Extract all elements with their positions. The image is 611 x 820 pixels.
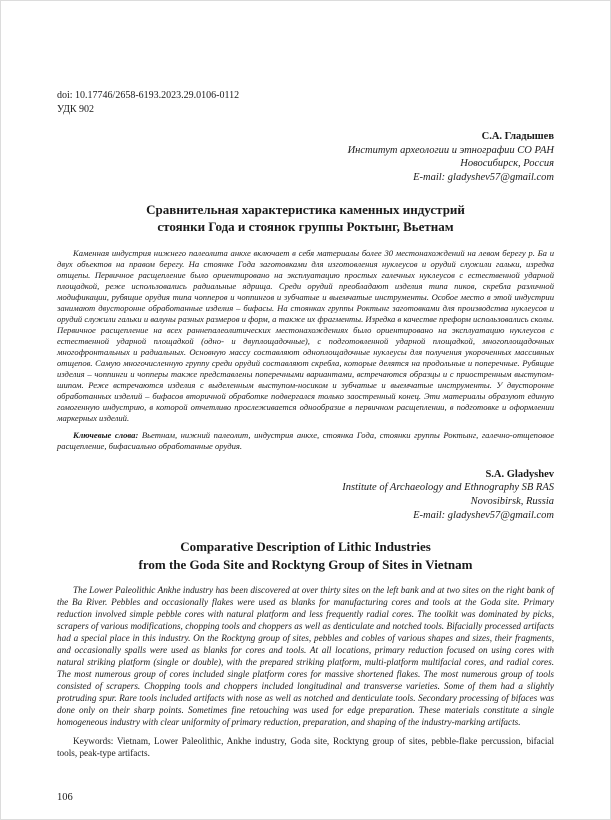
en-keywords-text: Vietnam, Lower Paleolithic, Ankhe industry, Goda site, Rocktyng group of sites, pebble-flake percussion, bifacial tools, peak-type artifacts.	[57, 735, 554, 758]
ru-author-name: С.А. Гладышев	[481, 131, 554, 142]
en-title	[57, 538, 554, 573]
en-city: Novosibirsk, Russia	[470, 495, 554, 507]
ru-keywords-text: Вьетнам, нижний палеолит, индустрия анкхе, стоянка Года, стоянки группы Роктынг, галечно-отщеповое расщепление, бифасиально обработанные орудия.	[57, 429, 555, 451]
ru-city: Новосибирск, Россия	[460, 158, 554, 170]
ru-title-line1: Сравнительная характеристика каменных индустрий	[146, 201, 465, 217]
en-author-block	[57, 468, 554, 523]
en-title-line1: Comparative Description of Lithic Industries	[180, 539, 431, 555]
en-abstract: The Lower Paleolithic Ankhe industry has been discovered at over thirty sites on the left bank and at two sites on the right bank of the Ba River. Pebbles and occasionally flakes were used as blanks for manufacturing cores and tools at the Goda site. Primary reduction involved simple pebble cores with natural platform and less frequently radial cores. The toolkit was dominated by picks, scrapers of various modifications, chopping tools and choppers as well as denticulate and notched tools. Bifacially processed artifacts had a special place in this industry. On the Rocktyng group of sites, pebbles and cobles of various shapes and sizes, their fragments, and occasionally spalls were used as blanks for cores and tools. At all locations, primary reduction focused on using cores with natural striking platform (single or double), with the prepared striking platform, multi-platform multifacial cores, and radial cores. The most numerous group of cores included single platform cores for massive shortened flakes. The most numerous group of tools consisted of scrapers. Chopping tools and choppers included longitudinal and transverse varieties. Some of them had a slightly protruding spur. Rare tools included artifacts with nose as well as notched and denticulate tools. Secondary processing of bifaces was done only on their sharp points. Sometimes fine retouching was used for edge preparation. These materials constitute a single homogeneous industry with clear uniformity of primary reduction, preparation, and shaping of the industry-marking artifacts.	[57, 585, 554, 727]
en-email: E-mail: gladyshev57@gmail.com	[413, 509, 554, 521]
page-number: 106	[57, 792, 73, 803]
en-title-line2: from the Goda Site and Rocktyng Group of Sites in Vietnam	[138, 556, 473, 572]
ru-affiliation: Институт археологии и этнографии СО РАН	[347, 144, 554, 156]
ru-email: E-mail: gladyshev57@gmail.com	[413, 171, 554, 183]
en-affiliation: Institute of Archaeology and Ethnography SB RAS	[342, 482, 554, 494]
ru-abstract: Каменная индустрия нижнего палеолита анкхе включает в себя материалы более 30 местонахождений на левом берегу р. Ба и двух объектов на правом берегу. На стоянке Года заготовками для изготовления нуклеусов и орудий служили гальки, изредка отщепы. Первичное расщепление было ориентировано на эксплуатацию простых галечных нуклеусов с естественной ударной площадкой, реже использовались радиальные ядрища. Среди орудий преобладают изделия типа пиков, скребла различной модификации, рубящие орудия типа чопперов и чоппингов и зубчатые и выемчатые инструменты. Особое место в этой индустрии занимают двусторонне обработанные изделия – бифасы. На стоянках группы Роктынг заготовками для производства нуклеусов и орудий служили гальки и валуны разных размеров и форм, а также их фрагменты. Изредка в качестве преформ использовались сколы. Первичное расщепление на всех раннепалеолитических местонахождениях было ориентировано на эксплуатацию нуклеусов с естественной ударной площадкой (одно- и двуплощадочные), с подготовленной ударной площадкой, многоплощадочных многофронтальных и радиальных. Основную массу составляют одноплощадочные нуклеусы для получения укороченных массивных отщепов. Самую многочисленную группу среди орудий составляют скребла, которые делятся на продольные и поперечные. Рубящие изделия – чоппинги и чопперы также представлены поперечными вариантами, встречаются образцы и с приостренным выступом-шипом. Реже встречаются изделия с выделенным выступом-носиком и зубчатые и выемчатые инструменты. У двусторонне обработанных изделий – бифасов вторичной обработке подвергался только заостренный конец. Эти материалы образуют единую гомогенную индустрию, в которой отчетливо прослеживается однообразие в первичном расщеплении, в подготовке и оформлении маркерных изделий.	[57, 247, 554, 423]
doi-line: doi: 10.17746/2658-6193.2023.29.0106-0112	[57, 90, 240, 101]
ru-keywords-label: Ключевые слова:	[73, 429, 139, 440]
en-keywords-label: Keywords:	[73, 735, 114, 746]
en-keywords	[57, 736, 554, 760]
ru-author-block	[57, 130, 554, 185]
page-content	[1, 1, 610, 760]
ru-keywords	[57, 430, 554, 452]
ru-title-line2: стоянки Года и стоянок группы Роктынг, Вьетнам	[157, 219, 454, 235]
udk-line: УДК 902	[57, 103, 95, 115]
en-author-name: S.A. Gladyshev	[485, 468, 554, 480]
ru-title	[57, 201, 554, 236]
